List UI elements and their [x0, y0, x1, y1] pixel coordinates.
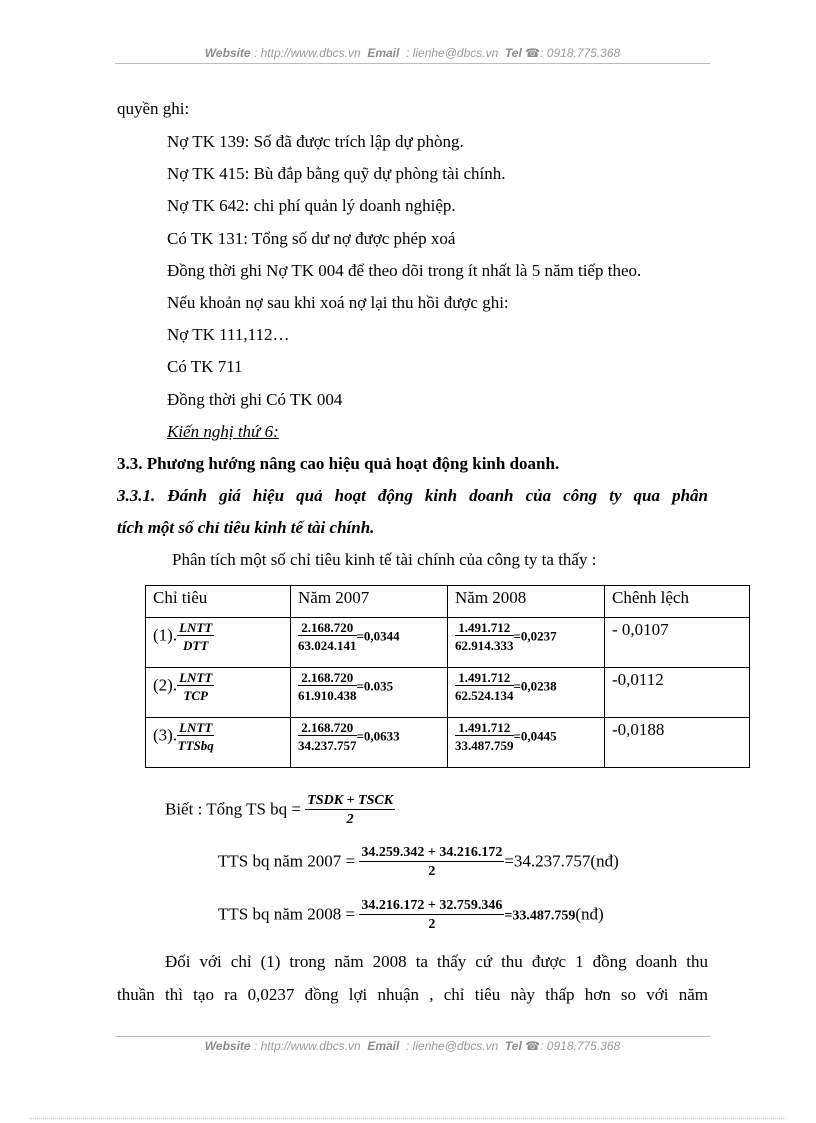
body-line: Đồng thời ghi Có TK 004	[167, 390, 343, 409]
formula-fraction	[359, 898, 504, 933]
value-cell	[291, 618, 448, 668]
frac-num: 1.491.712	[455, 670, 514, 686]
header-website-label: Website	[204, 46, 251, 60]
frac-den: 62.524.134	[455, 688, 514, 703]
value-cell	[291, 668, 448, 718]
value-result: 0,0344	[363, 628, 400, 644]
indicator-cell	[146, 618, 291, 668]
body-line: Có TK 711	[167, 357, 243, 376]
formula-label: Biết : Tổng TS bq	[165, 799, 288, 819]
footer-website-url[interactable]: : http://www.dbcs.vn	[253, 1039, 361, 1053]
formula-2007: TTS bq năm 2007 = $\frac{34.259.342 + 34.216.172}{2}$ =34.237.757(nđ)	[218, 845, 619, 879]
header-tel-value: : 0918.775.368	[540, 46, 621, 60]
header-email-value[interactable]: : lienhe@dbcs.vn	[406, 46, 499, 60]
diff-cell: - 0,0107	[605, 618, 750, 668]
frac-num: 34.216.172 + 32.759.346	[361, 898, 503, 913]
value-fraction	[455, 620, 514, 653]
closing-line: thuần thì tạo ra 0,0237 đồng lợi nhuận , chỉ tiêu này thấp hơn so với năm	[117, 985, 708, 1004]
frac-den: TCP	[183, 688, 208, 703]
formula-2008: TTS bq năm 2008 = $\frac{34.216.172 + 32.759.346}{2}$ =33.487.759(nđ)	[218, 898, 604, 932]
body-line: quyền ghi:	[117, 99, 190, 118]
frac-num: 2.168.720	[298, 720, 357, 736]
formula-label: TTS bq năm 2007	[218, 851, 342, 871]
page-footer	[115, 1036, 710, 1053]
indicator-fraction	[177, 620, 214, 653]
value-result: 0,0633	[363, 728, 400, 744]
table-header-row	[146, 586, 750, 618]
table-header: Năm 2008	[448, 586, 605, 618]
formula-result: 33.487.759	[512, 908, 576, 924]
frac-den: 2	[428, 917, 436, 932]
frac-num: TSDK + TSCK	[307, 793, 394, 808]
value-cell	[448, 618, 605, 668]
phone-icon: ☎	[525, 1039, 541, 1053]
footer-tel-value: : 0918.775.368	[540, 1039, 621, 1053]
body-line: Nợ TK 642: chi phí quản lý doanh nghiệp.	[167, 196, 456, 215]
footer-email-value[interactable]: : lienhe@dbcs.vn	[406, 1039, 499, 1053]
table-row	[146, 718, 750, 768]
formula-unit: (nđ)	[575, 904, 604, 924]
footer-website-label: Website	[204, 1039, 251, 1053]
frac-den: 34.237.757	[298, 738, 357, 753]
frac-den: DTT	[183, 638, 209, 653]
indicator-fraction	[177, 720, 214, 753]
frac-den: TTSbq	[177, 738, 214, 753]
body-line: Nợ TK 111,112…	[167, 325, 290, 344]
indicator-label: (2).	[153, 675, 178, 695]
header-tel-label: Tel	[504, 46, 522, 60]
subsection-title: 3.3.1. Đánh giá hiệu quả hoạt động kinh doanh của công ty qua phân	[117, 486, 708, 505]
indicator-cell	[146, 718, 291, 768]
value-result: 0,0238	[520, 678, 557, 694]
frac-num: LNTT	[179, 620, 213, 635]
table-header: Chênh lệch	[605, 586, 750, 618]
table-row	[146, 668, 750, 718]
formula-label: TTS bq năm 2008	[218, 904, 342, 924]
diff-cell: -0,0112	[605, 668, 750, 718]
frac-den: 61.910.438	[298, 688, 357, 703]
section-title: 3.3. Phương hướng nâng cao hiệu quả hoạt động kinh doanh.	[117, 454, 560, 473]
equals: =	[356, 678, 364, 694]
value-fraction	[298, 670, 357, 703]
value-fraction	[455, 720, 514, 753]
indicator-fraction	[177, 670, 214, 703]
footer-email-label: Email	[367, 1039, 400, 1053]
value-fraction	[298, 620, 357, 653]
frac-den: 33.487.759	[455, 738, 514, 753]
equals: =	[513, 678, 521, 694]
indicator-table	[145, 585, 750, 768]
equals: =	[356, 628, 364, 644]
frac-num: LNTT	[179, 720, 213, 735]
frac-num: 1.491.712	[455, 720, 514, 736]
body-line: Nợ TK 415: Bù đắp bằng quỹ dự phòng tài chính.	[167, 164, 506, 183]
value-cell	[448, 668, 605, 718]
frac-num: 34.259.342 + 34.216.172	[361, 845, 503, 860]
body-line: Nếu khoản nợ sau khi xoá nợ lại thu hồi được ghi:	[167, 293, 509, 312]
diff-cell: -0,0188	[605, 718, 750, 768]
body-line: Có TK 131: Tổng số dư nợ được phép xoá	[167, 229, 456, 248]
table-row	[146, 618, 750, 668]
header-website-url[interactable]: : http://www.dbcs.vn	[253, 46, 361, 60]
value-cell	[291, 718, 448, 768]
formula-fraction	[359, 845, 504, 880]
frac-num: 1.491.712	[455, 620, 514, 636]
indicator-label: (3).	[153, 725, 178, 745]
frac-den: 62.914.333	[455, 638, 514, 653]
frac-num: 2.168.720	[298, 620, 357, 636]
table-header: Chỉ tiêu	[146, 586, 291, 618]
value-fraction	[298, 720, 357, 753]
value-result: 0.035	[363, 678, 394, 694]
phone-icon: ☎	[525, 46, 541, 60]
subsection-title-cont: tích một số chỉ tiêu kinh tế tài chính.	[117, 518, 375, 537]
equals: =	[513, 728, 521, 744]
value-fraction	[455, 670, 514, 703]
frac-num: LNTT	[179, 670, 213, 685]
formula-total-assets: Biết : Tổng TS bq = TSDK + TSCK 2	[165, 793, 394, 827]
intro-text: Phân tích một số chỉ tiêu kinh tế tài chính của công ty ta thấy :	[172, 550, 597, 569]
frac-den: 2	[428, 864, 436, 879]
value-cell	[448, 718, 605, 768]
equals: =	[513, 628, 521, 644]
value-result: 0,0445	[520, 728, 557, 744]
page-bottom-divider	[30, 1118, 786, 1119]
body-line: Đồng thời ghi Nợ TK 004 để theo dõi trong ít nhất là 5 năm tiếp theo.	[167, 261, 642, 280]
frac-den: 2	[346, 812, 354, 827]
header-email-label: Email	[367, 46, 400, 60]
value-result: 0,0237	[520, 628, 557, 644]
formula-fraction	[305, 793, 395, 828]
footer-tel-label: Tel	[504, 1039, 522, 1053]
frac-den: 63.024.141	[298, 638, 357, 653]
page-header	[115, 46, 710, 64]
body-line: Nợ TK 139: Số đã được trích lập dự phòng.	[167, 132, 464, 151]
table-header: Năm 2007	[291, 586, 448, 618]
recommendation-heading: Kiến nghị thứ 6:	[167, 422, 279, 441]
formula-result: 34.237.757(nđ)	[513, 851, 619, 871]
frac-num: 2.168.720	[298, 670, 357, 686]
closing-line: Đối với chỉ (1) trong năm 2008 ta thấy cứ thu được 1 đồng doanh thu	[165, 952, 708, 971]
equals: =	[356, 728, 364, 744]
indicator-label: (1).	[153, 625, 178, 645]
indicator-cell	[146, 668, 291, 718]
